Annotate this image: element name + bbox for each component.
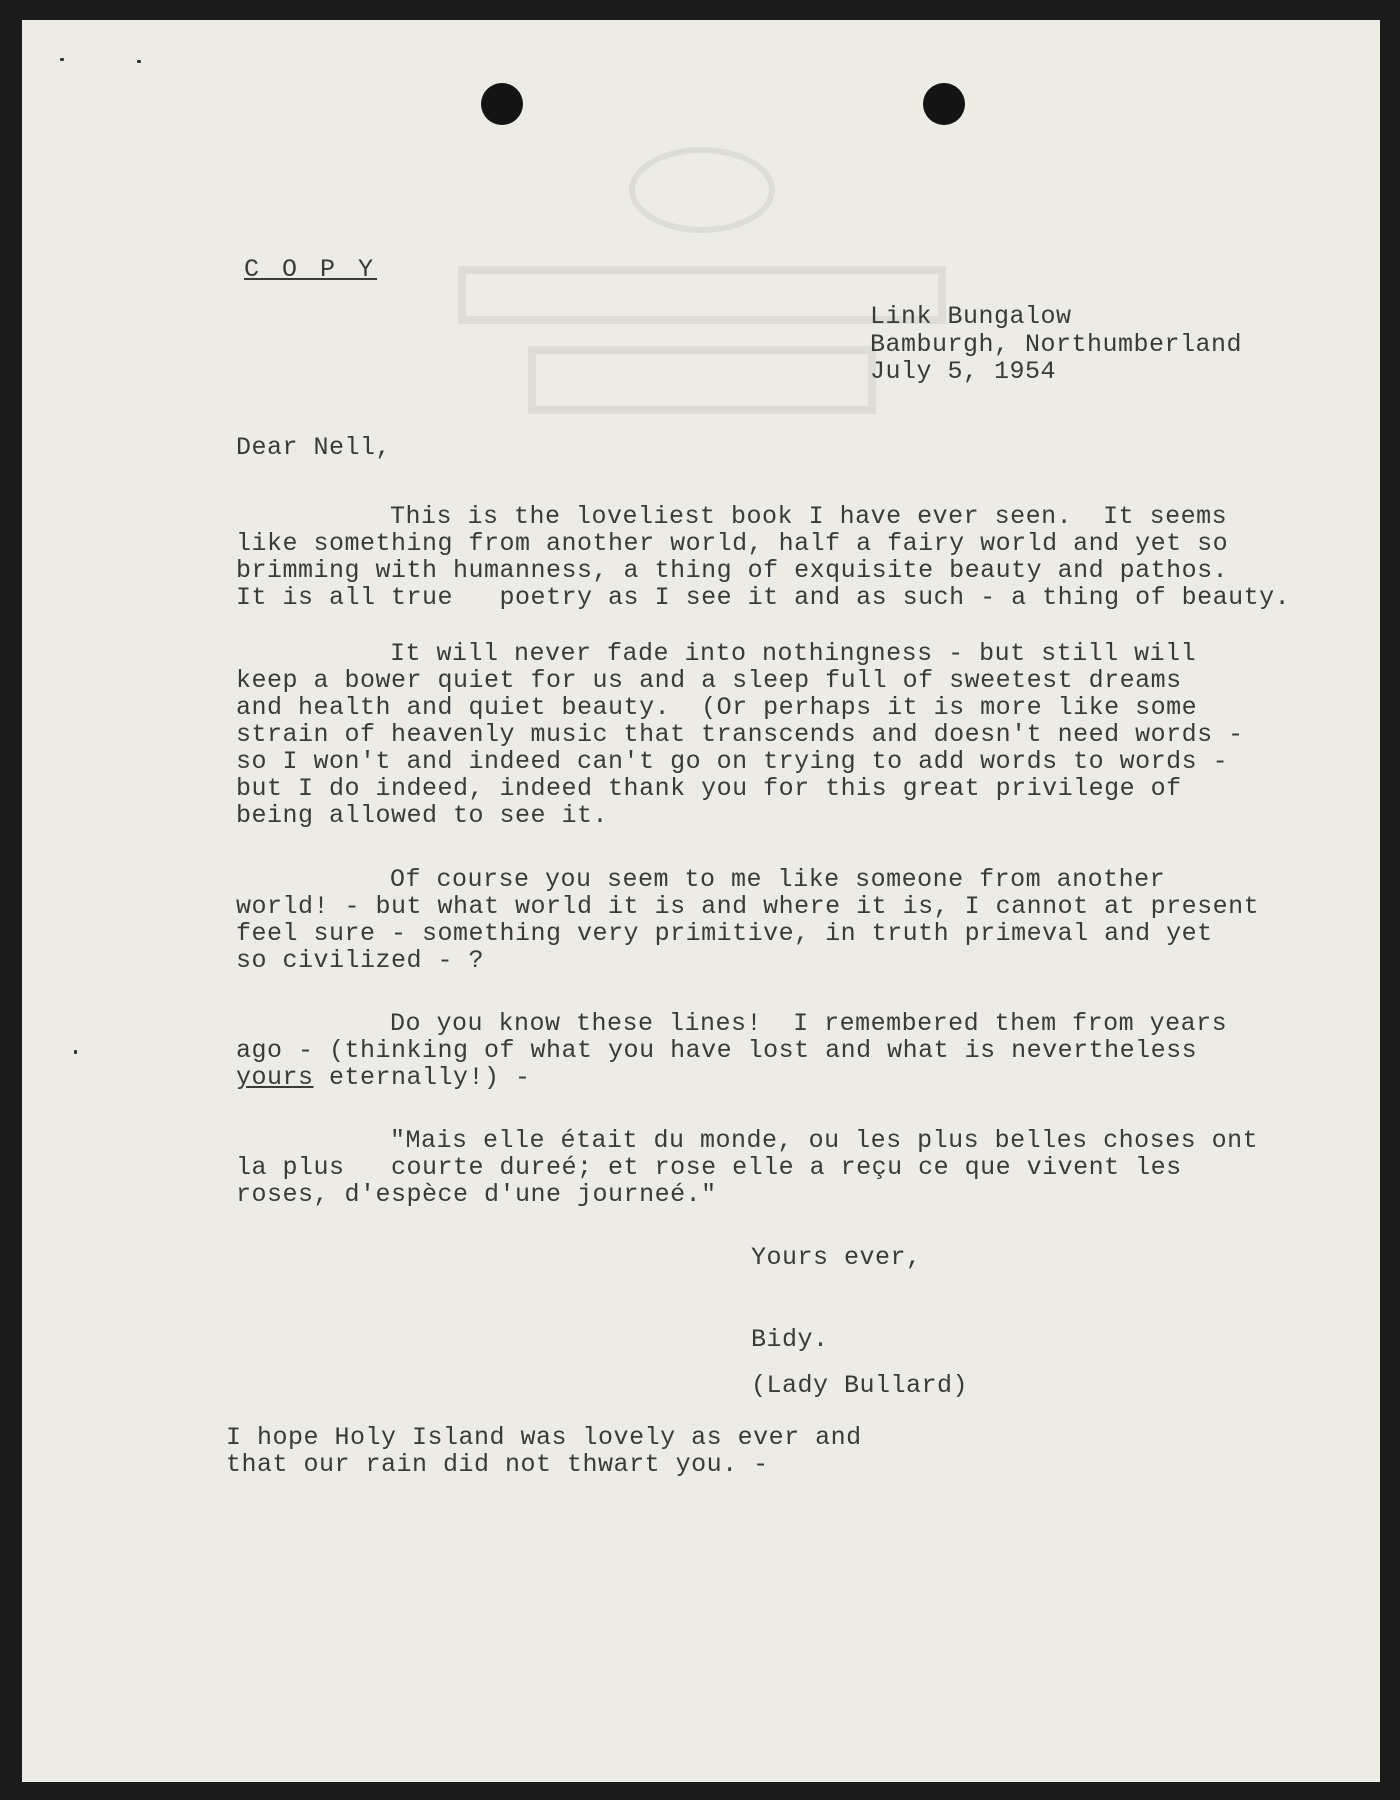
paragraph-3-line: feel sure - something very primitive, in truth primeval and yet	[236, 919, 1213, 948]
salutation: Dear Nell,	[236, 433, 392, 462]
copy-heading: C O P Y	[244, 255, 378, 284]
paragraph-1-line: brimming with humanness, a thing of exquisite beauty and pathos.	[236, 556, 1229, 585]
paragraph-4-line: Do you know these lines! I remembered them from years	[390, 1009, 1228, 1038]
paragraph-2-line: It will never fade into nothingness - but still will	[390, 639, 1197, 668]
paragraph-4-line: ago - (thinking of what you have lost and what is nevertheless	[236, 1036, 1198, 1065]
paragraph-3-line: Of course you seem to me like someone from another	[390, 865, 1166, 894]
paper-speck	[137, 60, 141, 63]
paper-speck	[74, 1050, 77, 1054]
paragraph-1-line: like something from another world, half a fairy world and yet so	[236, 529, 1229, 558]
paragraph-2-line: being allowed to see it.	[236, 801, 609, 830]
closing: Yours ever,	[751, 1243, 922, 1272]
paragraph-2-line: strain of heavenly music that transcends and doesn't need words -	[236, 720, 1244, 749]
quotation-line: "Mais elle était du monde, ou les plus belles choses ont	[390, 1126, 1259, 1155]
quotation-line: la plus courte dureé; et rose elle a reçu ce que vivent les	[236, 1153, 1182, 1182]
address-line-1: Link Bungalow	[870, 302, 1072, 331]
postscript-line: that our rain did not thwart you. -	[226, 1450, 769, 1479]
faint-letterhead-watermark	[402, 140, 1002, 460]
paragraph-3-line: so civilized - ?	[236, 946, 485, 975]
quotation-line: roses, d'espèce d'une journeé."	[236, 1180, 717, 1209]
paragraph-2-line: but I do indeed, indeed thank you for this great privilege of	[236, 774, 1182, 803]
letter-date: July 5, 1954	[870, 357, 1057, 386]
signature: Bidy.	[751, 1325, 829, 1354]
signature-title: (Lady Bullard)	[751, 1371, 969, 1400]
postscript-line: I hope Holy Island was lovely as ever and	[226, 1423, 862, 1452]
paragraph-4-line	[236, 1064, 531, 1091]
paragraph-1-line: This is the loveliest book I have ever seen. It seems	[390, 502, 1228, 531]
punch-hole-left	[481, 83, 523, 125]
paragraph-1-line: It is all true poetry as I see it and as such - a thing of beauty.	[236, 583, 1291, 612]
punch-hole-right	[923, 83, 965, 125]
paragraph-2-line: so I won't and indeed can't go on trying to add words to words -	[236, 747, 1229, 776]
paper-speck	[60, 58, 64, 61]
paragraph-2-line: and health and quiet beauty. (Or perhaps it is more like some	[236, 693, 1198, 722]
paragraph-4-line-rest: eternally!) -	[313, 1063, 531, 1092]
letter-page	[22, 20, 1380, 1782]
paragraph-2-line: keep a bower quiet for us and a sleep full of sweetest dreams	[236, 666, 1182, 695]
address-line-2: Bamburgh, Northumberland	[870, 330, 1243, 359]
underlined-word: yours	[236, 1063, 314, 1092]
paragraph-3-line: world! - but what world it is and where it is, I cannot at present	[236, 892, 1260, 921]
